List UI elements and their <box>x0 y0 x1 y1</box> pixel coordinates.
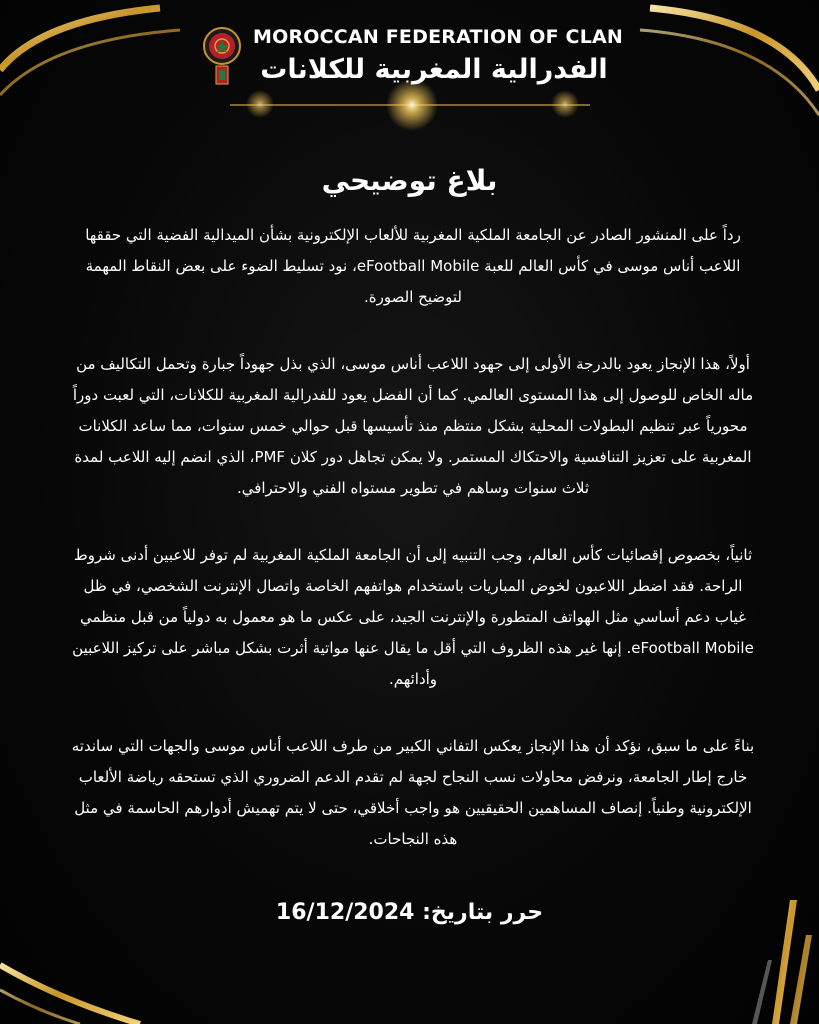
bottom-right-stripe-2 <box>790 935 812 1024</box>
statement-heading: بلاغ توضيحي <box>321 164 498 197</box>
paragraph-intro: رداً على المنشور الصادر عن الجامعة الملكية المغربية للألعاب الإلكترونية بشأن الميدالية الفضية التي حققها اللاعب أناس موسى في كأس العالم للعبة eFootball Mobile، نود تسليط الضوء على بعض النقاط المهمة لتوضيح الصورة. <box>85 226 741 306</box>
paragraph-first: أولاً، هذا الإنجاز يعود بالدرجة الأولى إلى جهود اللاعب أناس موسى، الذي بذل جهوداً جبارة وتحمل التكاليف من ماله الخاص للوصول إلى هذا المستوى العالمي. كما أن الفضل يعود للفدرالية المغربية للكلانات، التي لعبت دوراً محورياً عبر تنظيم البطولات المحلية بشكل منتظم منذ تأسيسها قبل حوالي خمس سنوات، مما ساعد الكلانات المغربية على تعزيز التنافسية والاحتكاك المستمر. ولا يمكن تجاهل دور كلان PMF، الذي انضم إليه اللاعب لمدة ثلاث سنوات وساهم في تطوير مستواه الفني والاحترافي. <box>72 355 754 497</box>
date-line: حرر بتاريخ: 16/12/2024 <box>275 900 544 925</box>
title-arabic: الفدرالية المغربية للكلانات <box>260 54 608 85</box>
bottom-right-stripe-3 <box>752 960 772 1024</box>
title-english: MOROCCAN FEDERATION OF CLAN <box>253 26 624 48</box>
top-left-arc-thin <box>0 30 180 95</box>
federation-logo-icon <box>199 26 245 86</box>
top-left-arc <box>0 8 160 70</box>
top-right-arc-thin <box>640 30 819 115</box>
paragraph-conclusion: بناءً على ما سبق، نؤكد أن هذا الإنجاز يعكس التفاني الكبير من طرف اللاعب أناس موسى والجهات التي ساندته خارج إطار الجامعة، ونرفض محاولات نسب النجاح لجهة لم تقدم الدعم الضروري الذي تستحقه رياضة الألعاب الإلكترونية وطنياً. إنصاف المساهمين الحقيقيين هو واجب أخلاقي، حتى لا يتم تهميش أدوارهم الحاسمة في مثل هذه النجاحات. <box>71 737 755 848</box>
paragraph-second: ثانياً، بخصوص إقصائيات كأس العالم، وجب التنبيه إلى أن الجامعة الملكية المغربية لم توفر للاعبين أدنى شروط الراحة. فقد اضطر اللاعبون لخوض المباريات باستخدام هواتفهم الخاصة واتصال الإنترنت الشخصي، في ظل غياب دعم أساسي مثل الهواتف المتطورة والإنترنت الجيد، على عكس ما هو معمول به دولياً من قبل منظمي eFootball Mobile. إنها غير هذه الظروف التي أقل ما يقال عنها مواتية أثرت بشكل مباشر على تركيز اللاعبين وأدائهم. <box>72 546 754 688</box>
sparkle-left <box>246 90 274 118</box>
header <box>195 22 635 92</box>
bottom-left-arc-thin <box>0 990 80 1024</box>
statement-body <box>66 220 760 891</box>
sparkle-right <box>551 90 579 118</box>
bottom-left-arc <box>0 965 140 1024</box>
